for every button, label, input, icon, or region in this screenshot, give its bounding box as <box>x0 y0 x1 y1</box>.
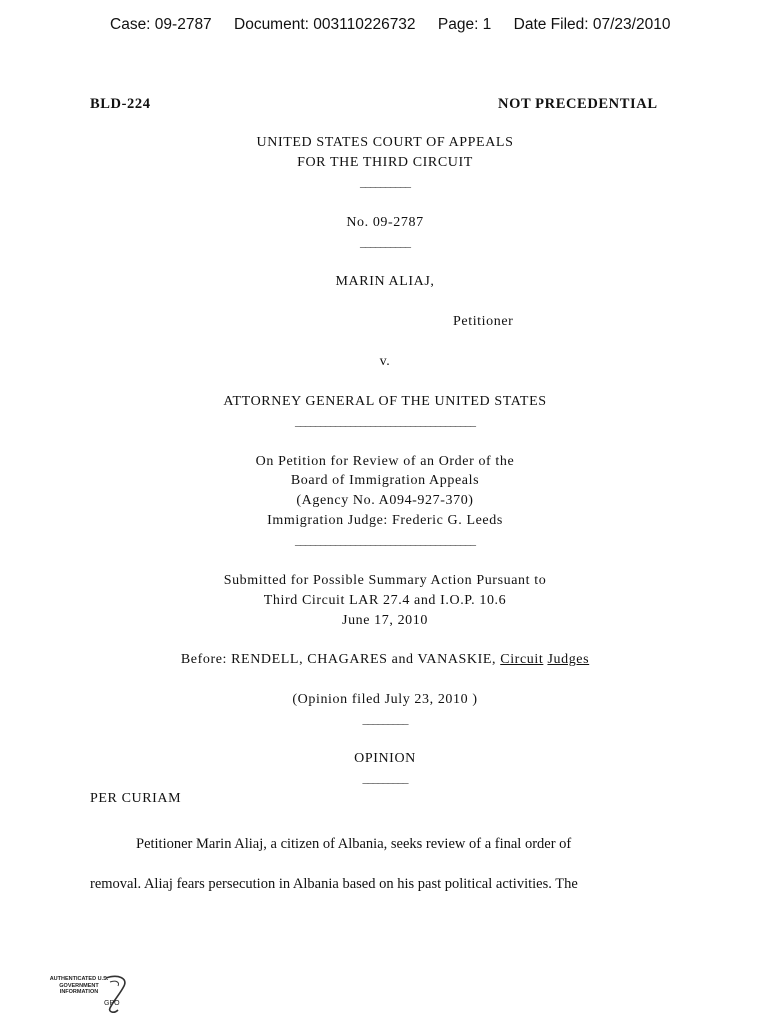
versus: v. <box>379 354 391 369</box>
court-name-line1: UNITED STATES COURT OF APPEALS <box>256 135 514 150</box>
petition-line: Board of Immigration Appeals <box>290 473 480 488</box>
agency-number: (Agency No. A094-927-370) <box>296 493 474 508</box>
divider: __________ <box>360 235 410 249</box>
petitioner-role: Petitioner <box>453 314 514 329</box>
per-curiam: PER CURIAM <box>90 791 182 806</box>
opinion-filed-date: (Opinion filed July 23, 2010 ) <box>292 692 478 707</box>
document-id: BLD-224 <box>90 96 151 112</box>
case-header <box>110 16 688 34</box>
court-name-line2: FOR THE THIRD CIRCUIT <box>297 155 473 170</box>
divider: ____________________________________ <box>295 414 475 428</box>
submission-date: June 17, 2010 <box>342 613 428 628</box>
panel-judges <box>0 652 770 668</box>
opinion-heading: OPINION <box>354 751 416 766</box>
precedential-status: NOT PRECEDENTIAL <box>498 96 658 112</box>
panel-judges-names: Before: RENDELL, CHAGARES and VANASKIE, <box>180 652 497 667</box>
opinion-paragraph-line: removal. Aliaj fears persecution in Albania based on his past political activities. The <box>90 876 578 892</box>
circuit-word: Circuit <box>500 652 544 667</box>
page-number: Page: 1 <box>437 16 492 33</box>
judges-word: Judges <box>547 652 590 667</box>
divider: ____________________________________ <box>295 533 475 547</box>
gpo-mark: GPO <box>104 1000 120 1007</box>
petition-line: On Petition for Review of an Order of the <box>255 454 515 469</box>
case-number: Case: 09-2787 <box>110 16 212 33</box>
divider: _________ <box>362 712 408 726</box>
eagle-icon <box>44 974 134 1018</box>
gpo-logo-text: AUTHENTICATED U.S. GOVERNMENT INFORMATION <box>49 976 109 995</box>
date-filed: Date Filed: 07/23/2010 <box>513 16 671 33</box>
submission-line: Third Circuit LAR 27.4 and I.O.P. 10.6 <box>263 593 507 608</box>
divider: __________ <box>360 175 410 189</box>
divider: _________ <box>362 771 408 785</box>
immigration-judge: Immigration Judge: Frederic G. Leeds <box>267 513 503 528</box>
respondent-name: ATTORNEY GENERAL OF THE UNITED STATES <box>223 394 547 409</box>
opinion-paragraph-line: Petitioner Marin Aliaj, a citizen of Albania, seeks review of a final order of <box>136 836 572 852</box>
docket-number: No. 09-2787 <box>346 215 424 230</box>
petitioner-name: MARIN ALIAJ, <box>335 274 435 289</box>
gpo-authentication-logo <box>44 974 134 1018</box>
submission-line: Submitted for Possible Summary Action Pursuant to <box>223 573 547 588</box>
document-number: Document: 003110226732 <box>234 16 416 33</box>
